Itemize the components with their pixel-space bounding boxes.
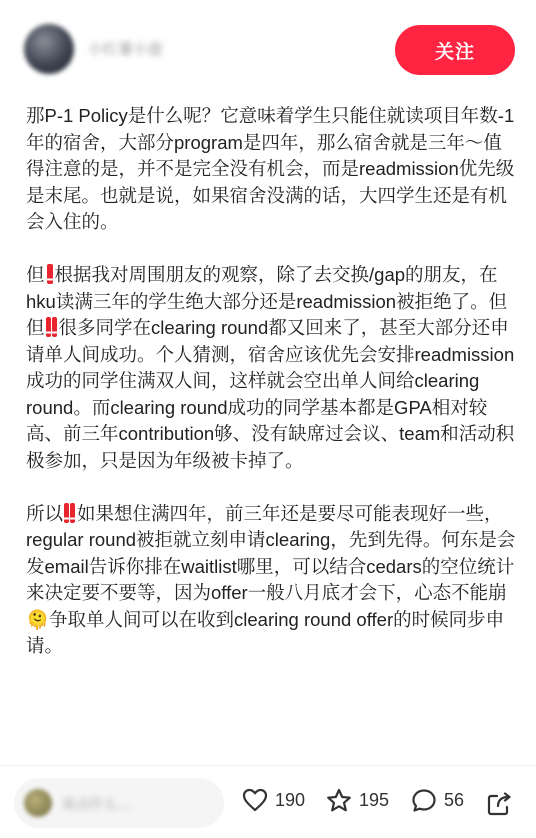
comment-button[interactable]	[411, 788, 464, 813]
share-icon	[486, 791, 514, 817]
comment-bubble-icon	[411, 788, 437, 813]
paragraph-3-part-b: 如果想住满四年，前三年还是要尽可能表现好一些，regular round被拒就立刻申请clearing，先到先得。何东是会发email告诉你排在waitlist哪里，可以结合cedars的空位统计来决定要不要等，因为offer一般八月底才会下，心态不能崩🫠争取单人间可以在收到clearing round offer的时候同步申请。	[26, 502, 516, 656]
paragraph-1: 那P-1 Policy是什么呢？它意味着学生只能住就读项目年数-1年的宿舍，大部分program是四年，那么宿舍就是三年～值得注意的是，并不是完全没有机会，而是readmission优先级是末尾。也就是说，如果宿舍没满的话，大四学生还是有机会入住的。	[26, 105, 515, 232]
heart-icon	[242, 788, 268, 812]
comment-count: 56	[444, 790, 465, 810]
double-exclamation-icon	[46, 317, 58, 337]
collect-button[interactable]	[326, 788, 389, 813]
double-exclamation-icon	[64, 503, 76, 523]
paragraph-2	[26, 262, 516, 474]
post-header	[0, 0, 536, 100]
comment-input[interactable]	[14, 778, 224, 828]
star-count: 195	[359, 790, 390, 810]
like-count: 190	[275, 789, 306, 810]
paragraph-2-part-c: 很多同学在clearing round都又回来了，甚至大部分还申请单人间成功。个人猜测，宿舍应该优先会安排readmission成功的同学住满双人间，这样就会空出单人间给clearing round。而clearing round成功的同学基本都是GPA相对较高、前三年contribution够、没有缺席过会议、team和活动积极参加，只是因为年级被卡掉了。	[26, 317, 515, 471]
paragraph-3	[26, 501, 516, 660]
user-avatar	[24, 789, 52, 817]
comment-placeholder: 说点什么...	[62, 796, 130, 812]
author-name[interactable]: 小红薯小崽	[88, 41, 164, 58]
share-button[interactable]	[486, 791, 514, 822]
engagement-bar	[0, 765, 536, 838]
exclamation-icon	[47, 264, 53, 284]
like-button[interactable]	[242, 788, 305, 812]
author-avatar[interactable]	[24, 24, 74, 74]
star-icon	[326, 788, 352, 813]
paragraph-2-part-b: 根据我对周围朋友的观察，除了去交换/gap的朋友，在hku读满三年的学生绝大部分还是readmission被拒绝了。但但	[26, 264, 508, 338]
paragraph-3-part-a: 所以	[26, 502, 64, 524]
paragraph-2-part-a: 但	[26, 264, 45, 285]
follow-button[interactable]: 关注	[395, 25, 515, 75]
post-content	[26, 103, 516, 758]
